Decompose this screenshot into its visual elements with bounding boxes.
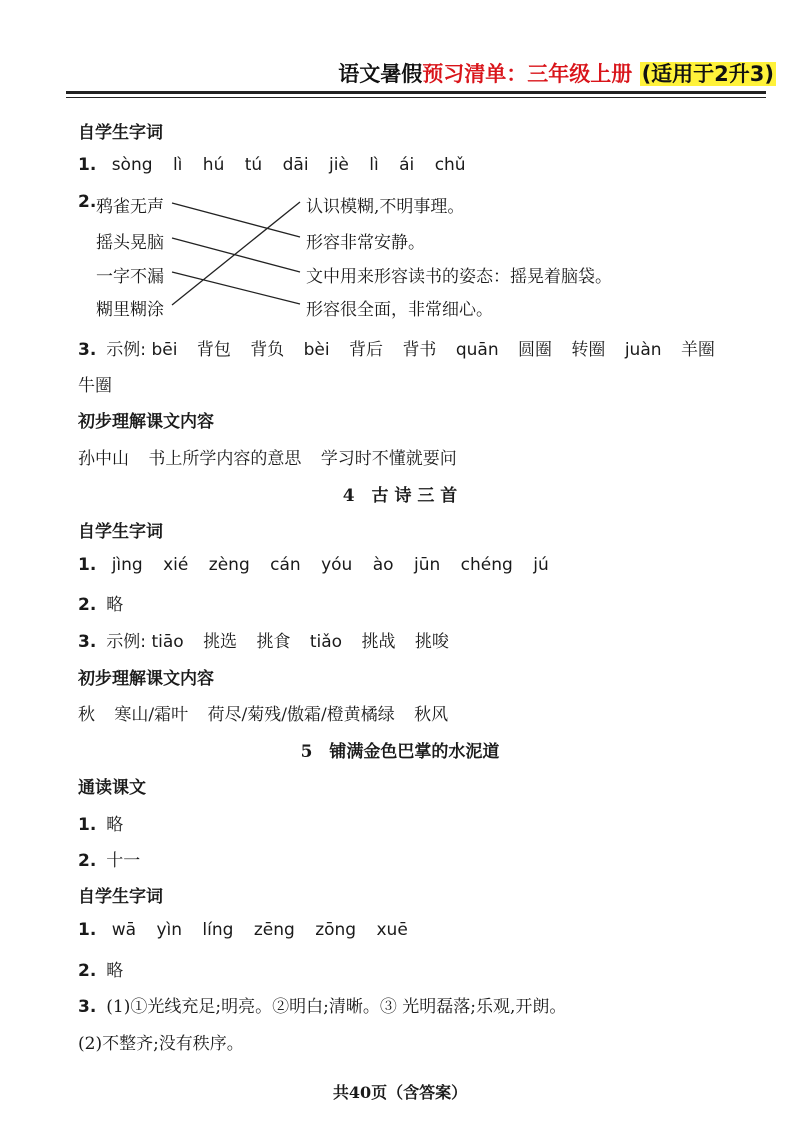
section5-q3-text: (1)①光线充足;明亮。②明白;清晰。③ 光明磊落;乐观,开朗。: [106, 997, 567, 1017]
example-item: tiāo: [151, 632, 184, 652]
pinyin-item: sòng: [111, 155, 153, 175]
pinyin-item: wā: [111, 920, 137, 940]
match-left-item: 糊里糊涂: [96, 300, 164, 320]
section4-answer: [78, 700, 462, 725]
answer-item: 书上所学内容的意思: [148, 449, 302, 469]
pinyin-item: hú: [202, 155, 225, 175]
block1-q1-num: 1.: [78, 155, 97, 175]
match-line-1-2: [172, 203, 300, 237]
section5-q2: [78, 956, 123, 981]
section5-q2-text: 略: [106, 961, 124, 981]
pinyin-item: yìn: [156, 920, 182, 940]
match-line-4-1: [172, 202, 300, 305]
match-left-item: 摇头晃脑: [96, 233, 164, 253]
page-footer: 共40页（含答案）: [332, 1083, 468, 1102]
pinyin-item: líng: [202, 920, 234, 940]
section5-q3-num: 3.: [78, 997, 97, 1017]
pinyin-item: ái: [399, 155, 415, 175]
pinyin-item: tú: [244, 155, 263, 175]
match-right-item: 形容很全面，非常细心。: [306, 300, 493, 320]
header-title-part3: (适用于2升3): [641, 62, 774, 86]
pinyin-item: zēng: [253, 920, 295, 940]
pinyin-item: chéng: [460, 555, 513, 575]
section4-q1-num: 1.: [78, 555, 97, 575]
pinyin-item: jūn: [413, 555, 441, 575]
match-right-item: 文中用来形容读书的姿态：摇晃着脑袋。: [306, 267, 612, 287]
answer-item: 秋风: [414, 705, 449, 725]
section5-title: 5 铺满金色巴掌的水泥道: [300, 742, 500, 762]
match-line-2-3: [172, 238, 300, 272]
section4-q2: [78, 590, 123, 615]
answer-item: 秋: [78, 705, 95, 725]
pinyin-item: dāi: [282, 155, 309, 175]
section5-r2-text: 十一: [106, 851, 141, 871]
section4-q2-num: 2.: [78, 595, 97, 615]
block1-q2-num-text: 2.: [78, 192, 97, 212]
example-item: 挑食: [256, 632, 291, 652]
example-item: 挑战: [361, 632, 396, 652]
match-right-item: 认识模糊,不明事理。: [306, 197, 465, 217]
example-item: 圆圈: [518, 340, 553, 360]
pinyin-item: chǔ: [434, 155, 466, 175]
example-item: 羊圈: [680, 340, 715, 360]
pinyin-item: xuē: [376, 920, 408, 940]
block1-q3-cont: 牛圈: [78, 376, 112, 396]
section4-q3-prefix: 示例:: [106, 632, 147, 652]
pinyin-item: zèng: [208, 555, 250, 575]
section4-title: 4 古 诗 三 首: [342, 486, 458, 506]
block1-q3-num: 3.: [78, 340, 97, 360]
match-left-item: 一字不漏: [96, 267, 164, 287]
section5-r1-num: 1.: [78, 815, 97, 835]
example-item: 背包: [196, 340, 231, 360]
pinyin-item: xié: [163, 555, 189, 575]
block1-heading: 自学生字词: [78, 123, 163, 143]
block2-heading: 初步理解课文内容: [78, 412, 214, 432]
section5-q2-num: 2.: [78, 961, 97, 981]
example-item: 挑选: [203, 632, 238, 652]
section4-heading1: 自学生字词: [78, 522, 163, 542]
example-item: 背书: [402, 340, 437, 360]
answer-item: 学习时不懂就要问: [320, 449, 457, 469]
block1-q3: [78, 335, 729, 360]
section5-heading2: 自学生字词: [78, 887, 163, 907]
example-item: juàn: [624, 340, 662, 360]
pinyin-item: ào: [372, 555, 394, 575]
example-item: 背负: [250, 340, 285, 360]
pinyin-item: lì: [369, 155, 379, 175]
section5-q1: [78, 920, 423, 940]
pinyin-item: zōng: [315, 920, 357, 940]
section5-q1-num: 1.: [78, 920, 97, 940]
section5-heading1: 通读课文: [78, 778, 146, 798]
section4-q3: [78, 627, 463, 652]
pinyin-item: jiè: [328, 155, 349, 175]
block2-answer: [78, 444, 471, 469]
section5-r2: [78, 846, 140, 871]
section4-q1: [78, 555, 564, 575]
section4-q2-text: 略: [106, 595, 124, 615]
example-item: tiǎo: [309, 632, 343, 652]
pinyin-item: lì: [172, 155, 183, 175]
header-title-part1: 语文暑假: [338, 62, 423, 86]
pinyin-item: cán: [270, 555, 301, 575]
section4-heading2: 初步理解课文内容: [78, 669, 214, 689]
answer-item: 荷尽/菊残/傲霜/橙黄橘绿: [207, 705, 395, 725]
match-left-item: 鸦雀无声: [96, 197, 164, 217]
example-item: bèi: [303, 340, 330, 360]
block1-q3-prefix: 示例:: [106, 340, 147, 360]
example-item: quān: [455, 340, 499, 360]
matching-lines: [0, 0, 800, 340]
section5-r1: [78, 810, 123, 835]
section5-q3b: (2)不整齐;没有秩序。: [78, 1034, 244, 1054]
answer-item: 孙中山: [78, 449, 129, 469]
section5-r2-num: 2.: [78, 851, 97, 871]
answer-item: 寒山/霜叶: [114, 705, 189, 725]
header-title-part2: 预习清单：三年级上册: [422, 62, 633, 86]
pinyin-item: jú: [533, 555, 549, 575]
pinyin-item: yóu: [321, 555, 353, 575]
example-item: 挑唆: [414, 632, 449, 652]
match-right-item: 形容非常安静。: [306, 233, 425, 253]
pinyin-item: jìng: [111, 555, 143, 575]
section5-q3: [78, 992, 566, 1017]
section5-r1-text: 略: [106, 815, 124, 835]
example-item: bēi: [151, 340, 178, 360]
match-line-3-4: [172, 272, 300, 304]
example-item: 背后: [349, 340, 384, 360]
section4-q3-num: 3.: [78, 632, 97, 652]
example-item: 转圈: [571, 340, 606, 360]
